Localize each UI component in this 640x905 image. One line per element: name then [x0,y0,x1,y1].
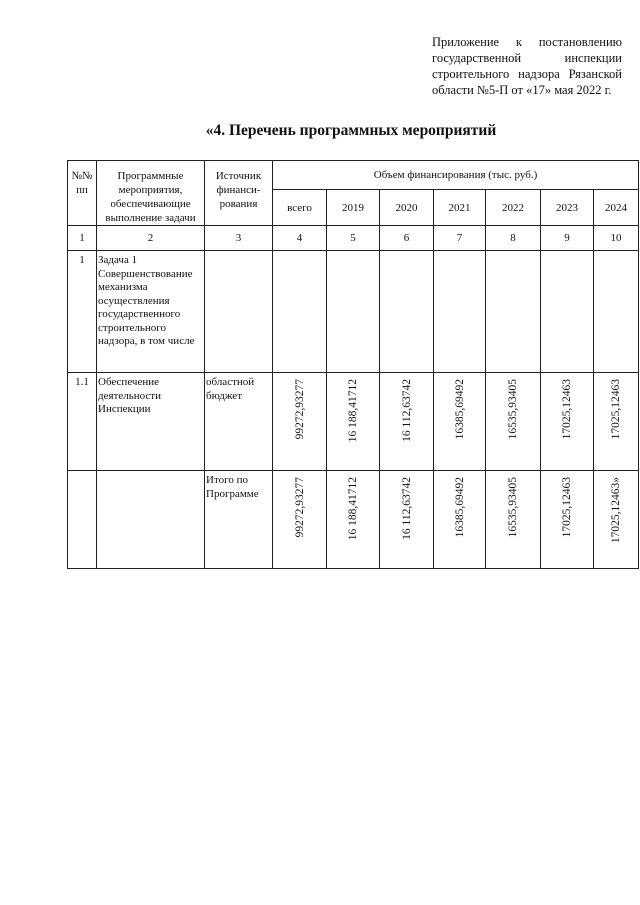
task-row [68,251,639,373]
header-year: 2019 [327,190,380,226]
appendix-note [432,34,622,98]
value-cell: 17025,12463 [561,477,573,538]
value-cell: 17025,12463 [561,379,573,440]
value-cell: 16 188,41712 [347,477,359,541]
page-title: «4. Перечень программных мероприятий [205,122,497,139]
appendix-line-4: области №5-П от «17» мая 2022 г. [432,83,612,97]
column-number: 8 [486,226,541,251]
value-cell: 16385,69492 [453,379,466,440]
header-year: 2023 [541,190,594,226]
task-text: Задача 1 Совершенствование механизма осуществления государственного строительного надзора, в том числе [97,251,205,373]
column-number: 3 [205,226,273,251]
header-year: 2022 [486,190,541,226]
header-year: 2020 [380,190,434,226]
value-cell: 17025,12463 [610,379,622,440]
value-cell: 16535,93405 [507,477,519,538]
value-cell: 16 188,41712 [347,379,359,443]
value-cell: 16385,69492 [453,477,466,538]
column-number: 6 [380,226,434,251]
row-measure: Обеспечение деятельности Инспекции [97,373,205,471]
column-number: 9 [541,226,594,251]
column-number: 10 [594,226,639,251]
appendix-line-3: строительного надзора Рязанской [432,67,622,81]
value-cell: 16 112,63742 [400,477,413,540]
value-cell: 17025,12463» [610,477,622,544]
appendix-line-2: государственной инспекции [432,51,622,65]
column-number: 5 [327,226,380,251]
value-cell: 16 112,63742 [400,379,413,442]
header-num: №№ пп [68,161,97,226]
row-num: 1.1 [68,373,97,471]
appendix-line-1: Приложение к постановлению [432,35,622,49]
header-source: Источник финанси-рования [205,161,273,226]
header-year: 2024 [594,190,639,226]
total-source: Итого по Программе [205,471,273,569]
header-year: 2021 [434,190,486,226]
column-number: 4 [273,226,327,251]
value-cell: 99272,93277 [293,379,306,440]
header-measures: Программные мероприятия, обеспечивающие выполнение задачи [97,161,205,226]
column-number: 7 [434,226,486,251]
column-number: 1 [68,226,97,251]
header-funding: Объем финансирования (тыс. руб.) [273,161,639,190]
value-cell: 99272,93277 [293,477,306,538]
value-cell: 16535,93405 [507,379,519,440]
header-total: всего [273,190,327,226]
column-numbers-row [68,226,639,251]
task-num: 1 [68,251,97,373]
column-number: 2 [97,226,205,251]
row-1-1 [68,373,639,471]
row-source: областной бюджет [205,373,273,471]
total-row [68,471,639,569]
measures-table [67,160,639,569]
